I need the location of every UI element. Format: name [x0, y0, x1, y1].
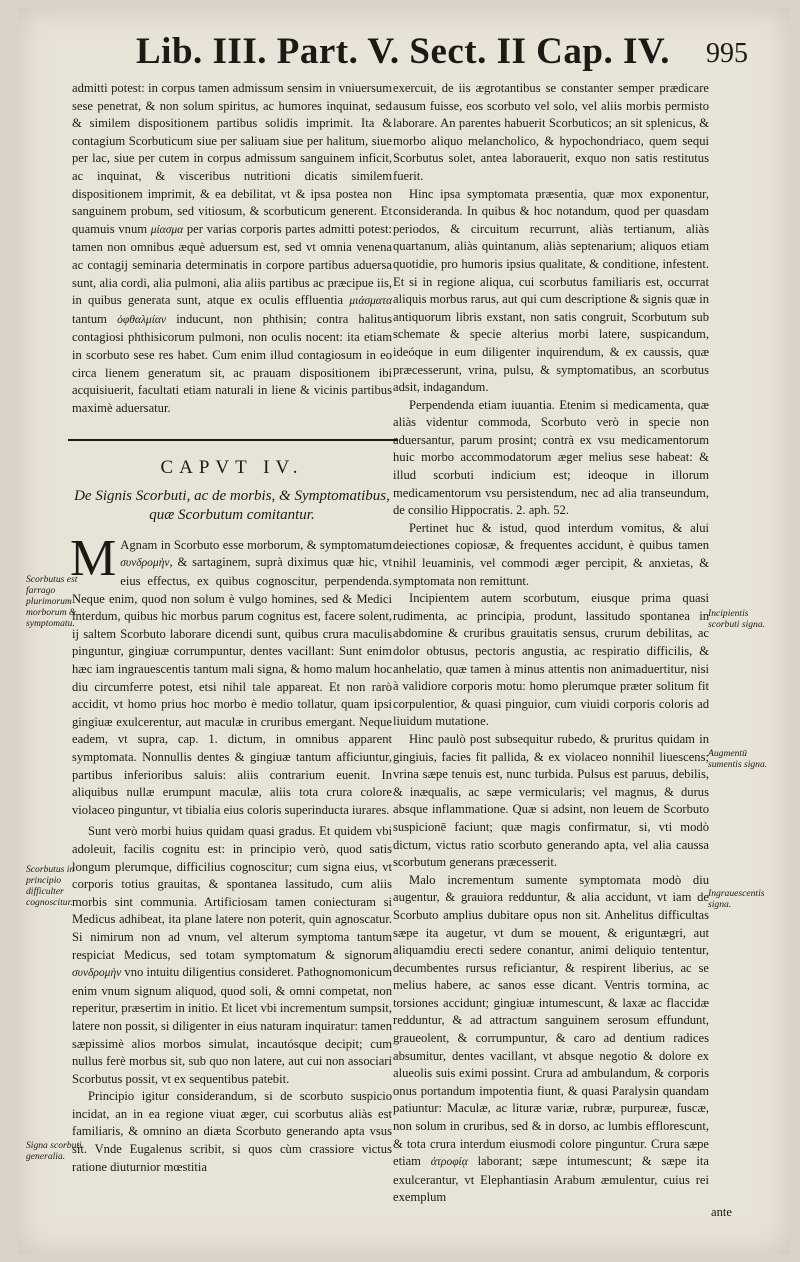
greek-word: συνδρομὴν — [72, 967, 122, 980]
right-paragraph-4: Pertinet huc & istud, quod interdum vomitus, & alui deiectiones copiosæ, & frequentes accidunt, è quibus tamen nihil leuaminis, vel commodi æger percipit, & anxietas, & symptomata non remittunt. — [393, 520, 709, 588]
left-paragraph-4: Principio igitur considerandum, si de scorbuto suspicio incidat, an in ea regione viuat æger, cui scorbutus aliàs est familiaris, & omnino an diæta Scorbuto generando apta vsus sit. Vnde Eugalenus scribit, si quos cùm crassiore victus ratione diuturnior mœstitia — [72, 1089, 392, 1174]
page-header — [18, 8, 790, 78]
section-rule — [68, 439, 398, 441]
drop-cap: M — [70, 529, 117, 587]
margin-note-right-2: Augmentū sumentis signa. — [708, 748, 768, 770]
page-number: 995 — [706, 38, 748, 69]
left-paragraph-2: M Agnam in Scorbuto esse morborum, & symptomatum συνδρομὴν, & sartaginem, suprà diximus quæ hic, vt eius effectus, ex quibus cognoscitur, perpendenda. Neque enim, quod non solum è vulgo homines, sed & Medici interdum, quibus hic morbus parum cognitus est, facere solent, ij saltem Scorbuto laborare dicendi sunt, quibus crura maculis pinguntur, gingiuæ corrumpuntur, dentes vacillant: Sunt enim hæc iam ingrauescentis tantum mali signa, & homo malum hoc diu circumferre potest, etsi nihil tale appareat. Et non rarò accidit, vt homo prius hoc morbo è medio tollatur, quam ipsi gingiuæ exulcerentur, aut maculæ in cruribus emergant. Neque eadem, vt supra, cap. 1. dictum, in omnibus apparent symptomata. Nonnullis dentes & gingiuæ tantum afficiuntur, partibus inferioribus saluis: aliis contrarium euenit. In aliquibus nullæ erumpunt maculæ, aliis tota crura colore violaceo pinguntur, vt tibialia eius coloris superinducta iurares. — [70, 529, 392, 817]
book-page — [18, 8, 790, 1254]
right-paragraph-1: exercuit, de iis ægrotantibus se constanter semper prædicare ausum fuisse, eos scorbuto vel solo, vel aliis morbis permisto laborare. An parentes habuerit Scorbuticos; an sit splenicus, & morbo aliquo melancholico, & hypochondriaco, quem sequi Scorbutus solet, antea laborauerit, exquo non satis restitutus fuerit. — [393, 81, 709, 183]
greek-word: συνδρομὴν — [120, 557, 170, 570]
right-column — [393, 80, 709, 1207]
left-paragraph-1: admitti potest: in corpus tamen admissum sensim in vniuersum sese penetrat, & non solum spiritus, ac humores inquinat, sed & similem dispositionem partibus solidis imprimit. Ita & contagium Scorbuticum siue per saliuam siue per halitum, siue per lac, siue per cutem in corpus admissum sanguinem inficit, ac inquinat, & visceribus nutritioni dicatis similem dispositionem imprimit, & ea debilitat, vt & ipsa postea non sanguinem probum, sed vitiosum, & scorbuticum generent. Et quamuis vnum μίασμα per varias corporis partes admitti potest: tamen non omnibus æquè aduersum est, sed vt omnia venena ac contagij seminaria determinatis in corpore partibus aduersa sunt, alia cordi, alia pulmoni, alia aliis partibus ac præcipue iis, in quibus generata sunt, atque ex oculis effluentia μιάσματα tantum ὀφθαλμίαν inducunt, non phthisin; contra halitus contagiosi phthisicorum pulmoni, non oculis nocent: ita etiam in scorbuto sese res habet. Cum enim illud contagiosum in eo circa lienem generatum sit, ac prauam dispositionem ibi acquisiuerit, facultati etiam naturali in liene & vicinis partibus maximè aduersatur. — [72, 81, 393, 415]
margin-note-right-3: Ingrauescentis signa. — [708, 888, 765, 910]
left-column — [72, 80, 392, 1176]
right-paragraph-5: Incipientem autem scorbutum, eiusque prima quasi rudimenta, ac principia, produnt, lassitudo spontanea in abdomine & cruribus grauitatis sensus, crurum debilitas, ac dolor obtusus, pectoris angustia, ac respiratio difficilis, & anhelatio, quæ tamen à minus attentis non animaduertitur, nisi à validiore corporis motu: homo plerumque præter solitum fit corpulentior, & quasi pinguior, cum viuidi corporis coloris ad liuidum mutatione. — [393, 591, 709, 729]
chapter-heading: CAPVT IV. — [160, 457, 304, 479]
margin-note-left-1: Scorbutus est farrago plurimorum morborum & symptomatu. — [26, 574, 78, 629]
margin-note-left-3: Signa scorbuti generalia. — [26, 1140, 82, 1162]
right-paragraph-2: Hinc ipsa symptomata præsentia, quæ mox exponentur, consideranda. In quibus & hoc notandum, quod per quasdam periodos, & circuitum recurrunt, aliàs tertianum, aliàs quartanum, aliàs quintanum, aliàs septenarium; aliquos etiam quotidie, pro humoris ipsius qualitate, & conditione, infestent. Et si in regione aliqua, cui scorbutus familiaris est, occurrat aliquis morbus rarus, aut qui cum descriptione & signis quæ in antiquorum libris exstant, non satis congruit, Scorbutum sub schemate & specie alterius morbi latere, suspicandum, ideóque in eum diligenter inquirendum, & ex caussis, quæ præcesserunt, vrina, pulsu, & symptomatibus, an scorbutus adsit, indagandum. — [393, 186, 709, 395]
greek-word: ὀφθαλμίαν — [117, 313, 167, 326]
right-paragraph-6: Hinc paulò post subsequitur rubedo, & pruritus quidam in gingiuis, facies fit pallida, & ex violaceo nonnihil liuescens; vrina sæpe tenuis est, nunc turbida. Pulsus est paruus, debilis, & inæqualis, ac sæpe vermicularis; vel magnus, & durus absque inflammatione. Quæ si adsint, non leuem de Scorbuto suspicionē faciunt; quæ magis confirmatur, si, vti modò dictum, victus ratio scorbuto generando apta, vel alia caussa scorbutum generans præcesserit. — [393, 731, 709, 870]
left-paragraph-3: Sunt verò morbi huius quidam quasi gradus. Et quidem vbi adoleuit, facilis cognitu est: in principio verò, quod satis longum plerumque, difficilius cognoscitur; cum signa eius, vt corporis totius grauitas, & spontanea lassitudo, cum aliis morbis sint communia. Artificiosam tamen coniecturam si Medicus adhibeat, ita plane latere non poterit, quin agnoscatur. Si nimirum non ad vnum, vel alterum symptoma tantum respiciat Medicus, sed totam symptomatum & signorum συνδρομὴν vno intuitu diligentius consideret. Pathognomonicum enim vnum signum aliquod, quod soli, & omni competat, non reperitur, præsertim in initio. Et licet vbi incrementum sumpsit, latere non possit, si diligenter in eius naturam inquiratur: tamen sæpissimè alios morbos simulat, incautósque decipit; cum nullus ferè morbus sit, sub quo non latere, aut cui non associari Scorbutus possit, vt ex sequentibus patebit. — [72, 824, 393, 1086]
greek-word: ἀτροφίᾳ — [430, 1156, 468, 1169]
right-paragraph-7: Malo incrementum sumente symptomata modò diu augentur, & grauiora redduntur, & alia accidunt, vt iam de Scorbuto amplius dubitare opus non sit. Anhelitus difficultas sæpe ita augetur, vt dum se mouent, & eriguntægri, aut aliquamdiu erecti sedere conantur, animi deliquio tententur, decumbentes rursus reficiantur, & respirent liberius, ac se melius habere, ac sanos esse dicant. Ventris tormina, ac torsiones accidunt; gingiuæ intumescunt, & laxæ ac flaccidæ redduntur, & ad attractum sanguinem serosum effundunt, graueolent, & corrumpuntur, & caro ad dentium radices absumitur, dentes vacillant, vt absque negotio & dolore ex alueolis suis eximi possint. Crura ad ambulandum, & corporis onus portandum impotentia fiunt, & quasi Paralysin quandam patiuntur: Maculæ, ac lituræ variæ, rubræ, purpureæ, fuscæ, non solum in cruribus, sed & in dorso, ac lumbis efflorescunt, & tota crura interdum eiusmodi colore pinguntur. Crura sæpe etiam ἀτροφίᾳ laborant; sæpe intumescunt; & sæpe ita exulcerantur, vt Elephantiasin Arabum æmulentur, cuius rei exemplum — [393, 872, 709, 1205]
greek-word: μιάσματα — [349, 295, 392, 308]
greek-word: μίασμα — [150, 223, 184, 236]
right-paragraph-3: Perpendenda etiam iuuantia. Etenim si medicamenta, quæ aliàs videntur commoda, Scorbuto verò in specie non aduersantur, parum prosint; contrà ex vsu medicamentorum huic morbo accommodatorum æger melius sese habeat: & illud scorbuti indicium est; ideoque in illorum medicamentorum vsu persistendum, nec ad alia transeundum, de consilio Hippocratis. 2. aph. 52. — [393, 397, 709, 518]
margin-note-left-2: Scorbutus in principio difficulter cognoscitur. — [26, 864, 75, 908]
margin-note-right-1: Incipientis scorbuti signa. — [708, 608, 766, 630]
catchword: ante — [711, 1205, 732, 1219]
chapter-subtitle: De Signis Scorbuti, ac de morbis, & Symptomatibus, quæ Scorbutum comitantur. — [74, 487, 390, 523]
running-title: Lib. III. Part. V. Sect. II Cap. IV. — [136, 31, 671, 72]
